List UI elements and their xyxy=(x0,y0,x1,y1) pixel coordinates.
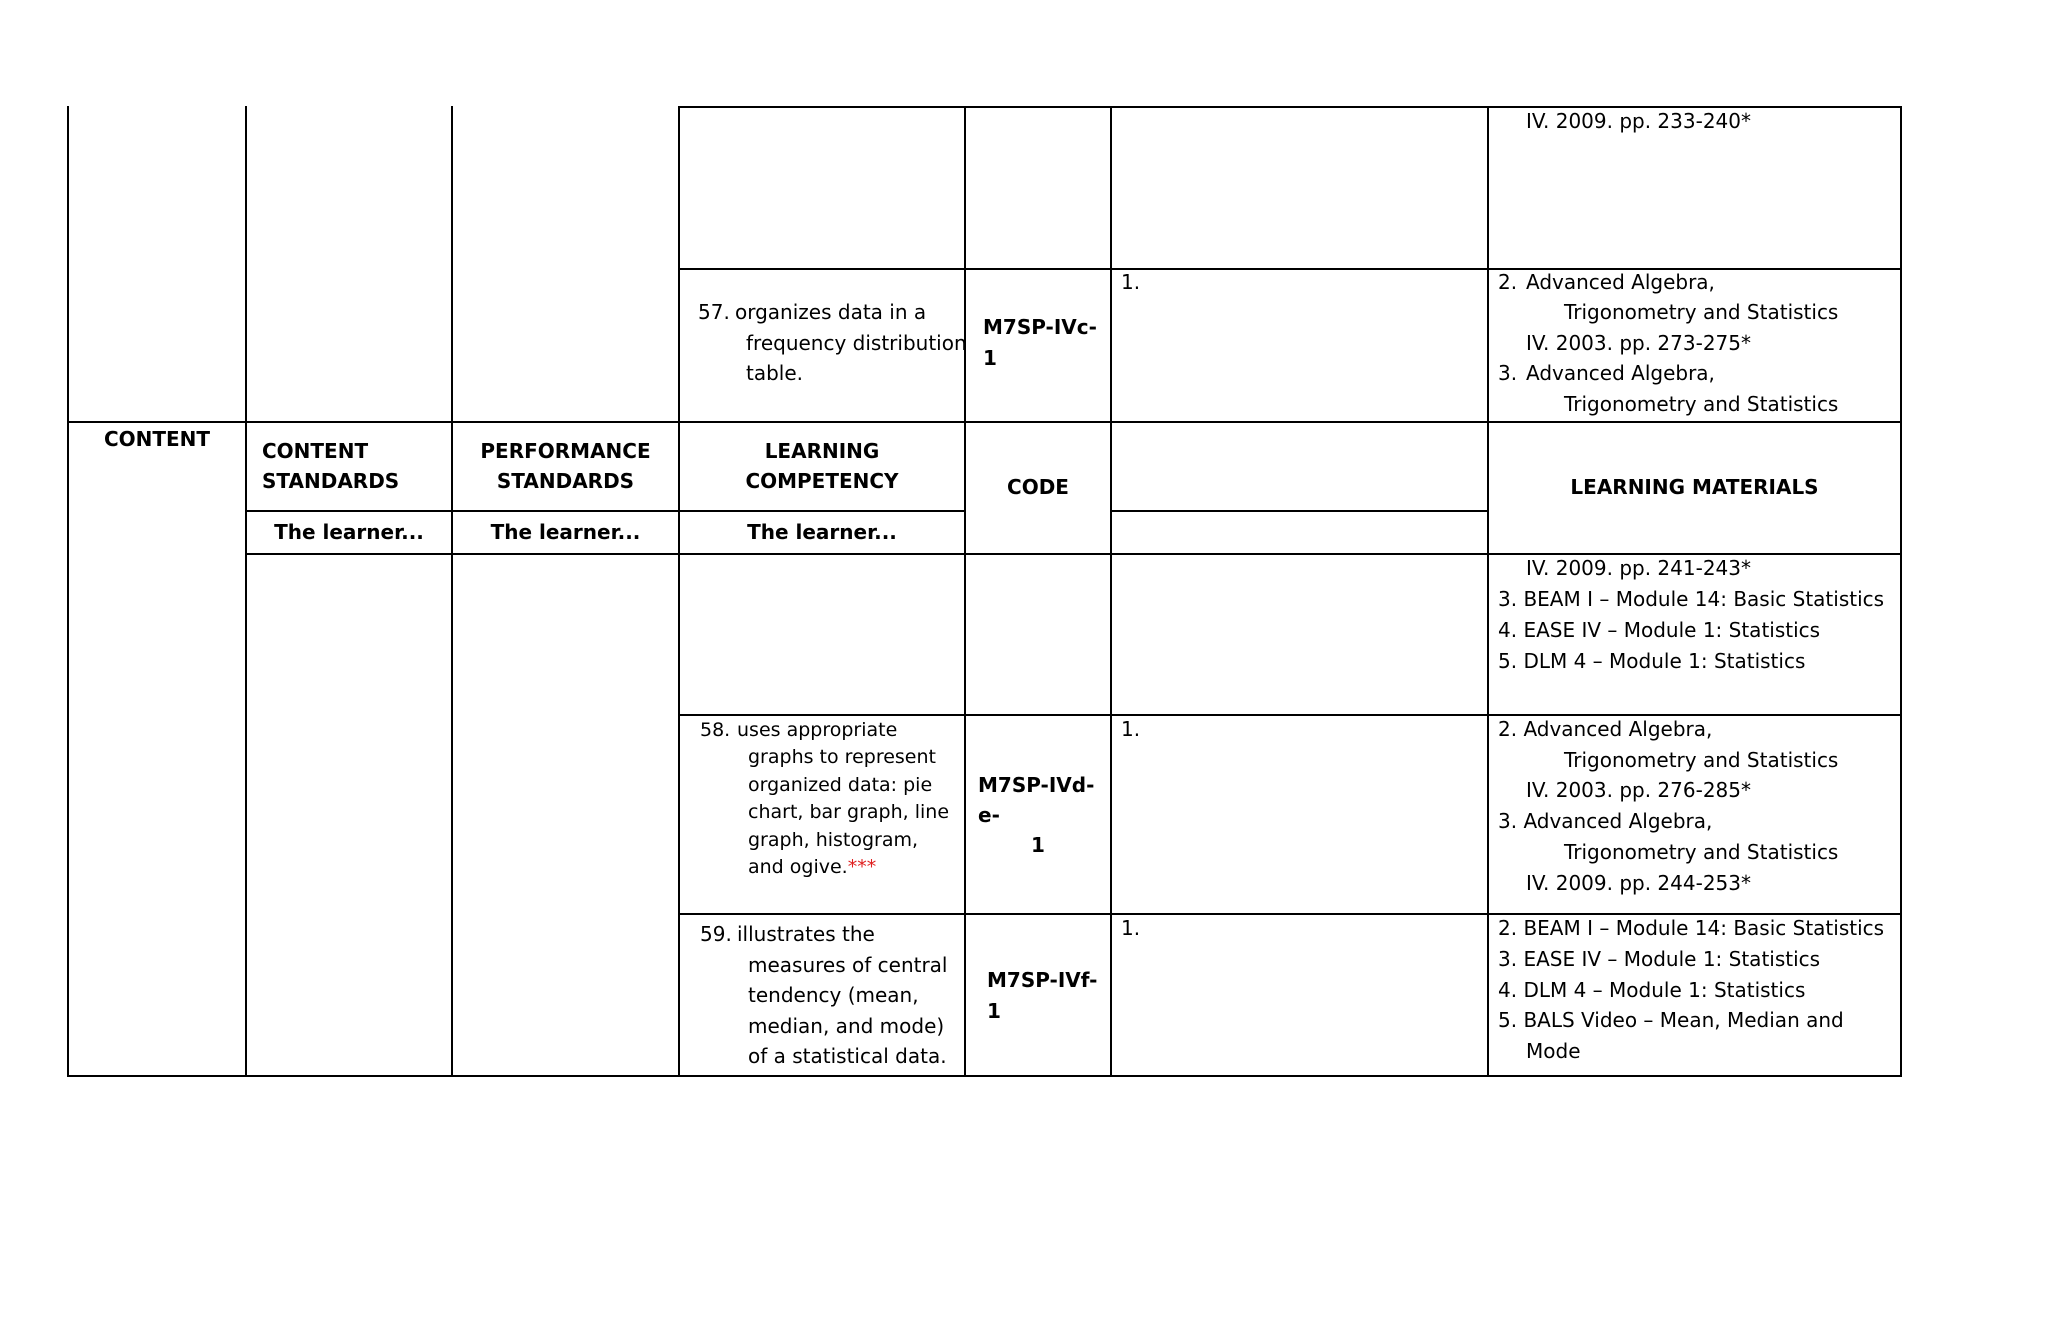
materials-line: IV. 2009. pp. 241-243* xyxy=(1526,556,1751,580)
column-divider xyxy=(451,106,453,1077)
materials-line: IV. 2003. pp. 276-285* xyxy=(1526,778,1751,802)
header-learning-materials xyxy=(1489,472,1900,502)
header-competency-line: LEARNING xyxy=(764,439,880,463)
code-line: M7SP-IVf- xyxy=(987,968,1098,992)
competency-line: tendency (mean, xyxy=(748,983,919,1007)
materials-line: Trigonometry and Statistics xyxy=(1564,392,1839,416)
code-line: e- xyxy=(978,803,1000,827)
resource-number: 1. xyxy=(1121,717,1141,741)
competency-line: measures of central xyxy=(748,953,948,977)
materials-line: 4. DLM 4 – Module 1: Statistics xyxy=(1498,978,1806,1002)
materials-line: 4. EASE IV – Module 1: Statistics xyxy=(1498,618,1821,642)
header-code-label: CODE xyxy=(1007,475,1069,499)
code-line: M7SP-IVc- xyxy=(983,315,1097,339)
materials-line: Trigonometry and Statistics xyxy=(1564,840,1839,864)
column-divider xyxy=(1487,106,1489,1077)
resource-number: 1. xyxy=(1121,916,1141,940)
row-divider xyxy=(678,268,1902,270)
materials-line: IV. 2009. pp. 244-253* xyxy=(1526,871,1751,895)
header-performance-standards xyxy=(453,436,678,496)
materials-line: Advanced Algebra, xyxy=(1526,270,1715,294)
competency-line: graph, histogram, xyxy=(748,829,919,851)
competency-line: graphs to represent xyxy=(748,746,936,768)
code-line: 1 xyxy=(987,999,1001,1023)
competency-line: chart, bar graph, line xyxy=(748,801,950,823)
competency-marker: *** xyxy=(847,856,877,878)
materials-line: 5. BALS Video – Mean, Median and xyxy=(1498,1008,1844,1032)
competency-line xyxy=(748,854,876,882)
header-top-line xyxy=(67,421,1902,423)
code-line: 1 xyxy=(1031,833,1045,857)
materials-line: IV. 2003. pp. 273-275* xyxy=(1526,331,1751,355)
materials-line: 2. Advanced Algebra, xyxy=(1498,717,1713,741)
header-content xyxy=(69,424,245,454)
competency-line: of a statistical data. xyxy=(748,1044,947,1068)
competency-line: median, and mode) xyxy=(748,1014,945,1038)
header-performance-line: STANDARDS xyxy=(496,469,635,493)
competency-number: 59. xyxy=(700,922,732,946)
competency-line: uses appropriate xyxy=(737,719,898,741)
materials-line: 3. BEAM I – Module 14: Basic Statistics xyxy=(1498,587,1885,611)
header-content-standards: CONTENT xyxy=(262,439,369,463)
header-content-label: CONTENT xyxy=(103,427,211,451)
materials-line: 5. DLM 4 – Module 1: Statistics xyxy=(1498,649,1806,673)
column-divider xyxy=(1110,106,1112,1077)
materials-line: 3. Advanced Algebra, xyxy=(1498,809,1713,833)
materials-number: 3. xyxy=(1498,361,1518,385)
header-sub-line xyxy=(1110,510,1487,512)
header-performance-line: PERFORMANCE xyxy=(480,439,651,463)
learner-label xyxy=(453,512,678,552)
learner-label xyxy=(247,512,451,552)
materials-line: Trigonometry and Statistics xyxy=(1564,748,1839,772)
table-border-right xyxy=(1900,106,1902,1077)
column-divider xyxy=(245,106,247,1077)
competency-text: and ogive. xyxy=(748,856,848,878)
code-line: M7SP-IVd- xyxy=(978,773,1095,797)
learner-label-text: The learner... xyxy=(490,520,641,544)
competency-number: 57. xyxy=(698,300,730,324)
materials-line: 3. EASE IV – Module 1: Statistics xyxy=(1498,947,1821,971)
header-code xyxy=(966,472,1110,502)
header-competency-line: COMPETENCY xyxy=(745,469,899,493)
header-materials-label: LEARNING MATERIALS xyxy=(1570,475,1819,499)
competency-line: table. xyxy=(746,361,804,385)
header-content-standards: STANDARDS xyxy=(262,469,400,493)
resource-number: 1. xyxy=(1121,270,1141,294)
learner-label-text: The learner... xyxy=(747,520,897,544)
competency-number: 58. xyxy=(700,719,731,741)
materials-number: 2. xyxy=(1498,270,1518,294)
table-border-bottom xyxy=(67,1075,1902,1077)
competency-line: organizes data in a xyxy=(735,300,927,324)
column-divider xyxy=(678,106,680,1077)
materials-line: 2. BEAM I – Module 14: Basic Statistics xyxy=(1498,916,1885,940)
table-border-left xyxy=(67,106,69,1077)
materials-line: Mode xyxy=(1526,1039,1581,1063)
competency-line: frequency distribution xyxy=(746,331,967,355)
competency-line: organized data: pie xyxy=(748,774,933,796)
code-line: 1 xyxy=(983,346,997,370)
row-divider xyxy=(678,714,1902,716)
materials-line: Trigonometry and Statistics xyxy=(1564,300,1839,324)
learner-label xyxy=(680,512,964,552)
column-divider xyxy=(964,106,966,1077)
competency-line: illustrates the xyxy=(737,922,875,946)
header-learning-competency xyxy=(680,436,964,496)
materials-line: IV. 2009. pp. 233-240* xyxy=(1526,109,1751,133)
learner-label-text: The learner... xyxy=(274,520,424,544)
materials-line: Advanced Algebra, xyxy=(1526,361,1715,385)
